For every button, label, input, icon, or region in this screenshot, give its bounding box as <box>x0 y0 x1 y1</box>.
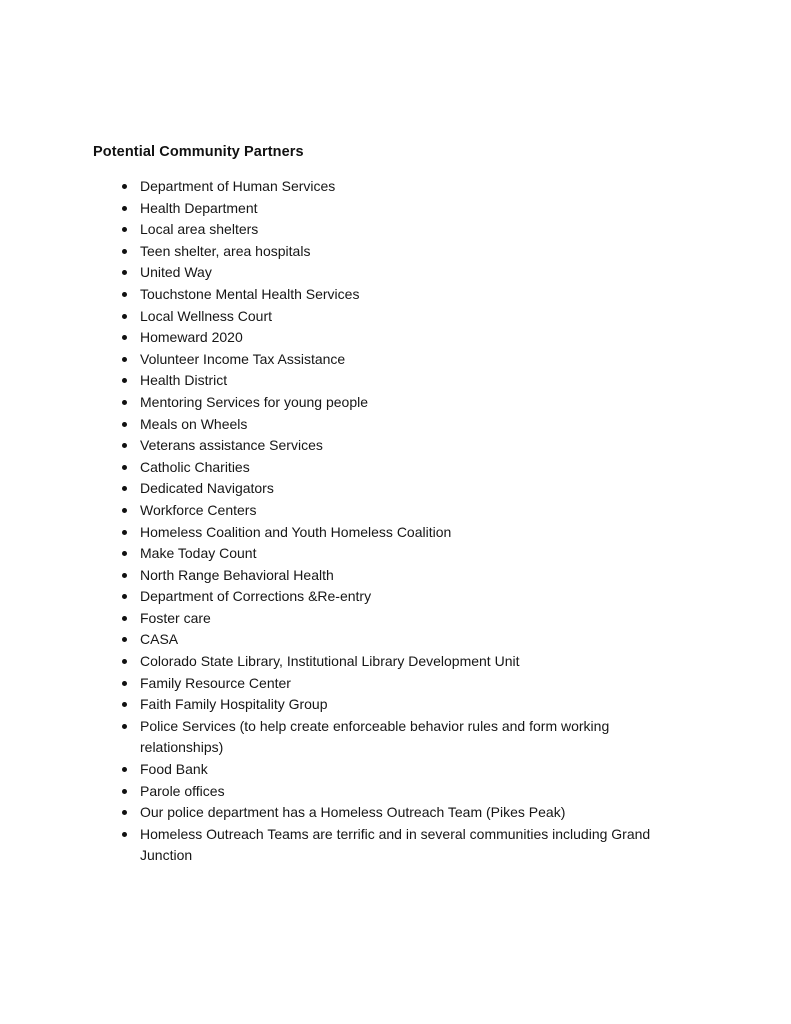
bullet-icon <box>121 219 140 241</box>
list-item-text: United Way <box>140 264 212 281</box>
list-item <box>121 327 677 349</box>
bullet-icon <box>121 802 140 824</box>
bullet-icon <box>121 414 140 436</box>
list-item-text: Workforce Centers <box>140 501 257 518</box>
list-item-text: Police Services (to help create enforceable behavior rules and form working relationships) <box>140 717 610 756</box>
bullet-icon <box>121 370 140 392</box>
list-item <box>121 435 677 457</box>
bullet-icon <box>121 522 140 544</box>
bullet-icon <box>121 500 140 522</box>
list-item-text: North Range Behavioral Health <box>140 566 334 583</box>
list-item <box>121 781 677 803</box>
list-item <box>121 262 677 284</box>
list-item <box>121 716 677 759</box>
list-item <box>121 284 677 306</box>
list-item-text: Parole offices <box>140 782 225 799</box>
list-item-text: Department of Human Services <box>140 178 336 194</box>
list-item <box>121 608 677 630</box>
list-item <box>121 500 677 522</box>
list-item-text: Faith Family Hospitality Group <box>140 696 328 713</box>
bullet-icon <box>121 198 140 220</box>
list-item <box>121 565 677 587</box>
bullet-icon <box>121 327 140 349</box>
list-item-text: Colorado State Library, Institutional Library Development Unit <box>140 653 520 670</box>
list-item-text: Catholic Charities <box>140 458 250 475</box>
list-item-text: Family Resource Center <box>140 674 291 691</box>
list-item-text: Meals on Wheels <box>140 415 248 432</box>
list-item-text: Homeless Outreach Teams are terrific and in several communities including Grand Junction <box>140 825 651 864</box>
list-item <box>121 392 677 414</box>
bullet-icon <box>121 673 140 695</box>
bullet-icon <box>121 759 140 781</box>
partner-list <box>121 176 677 867</box>
list-item <box>121 176 677 198</box>
list-item <box>121 198 677 220</box>
list-item-text: CASA <box>140 631 179 648</box>
list-item <box>121 694 677 716</box>
list-item-text: Touchstone Mental Health Services <box>140 285 360 302</box>
list-item <box>121 306 677 328</box>
bullet-icon <box>121 629 140 651</box>
list-item <box>121 414 677 436</box>
bullet-icon <box>121 478 140 500</box>
list-item <box>121 629 677 651</box>
list-item <box>121 543 677 565</box>
bullet-icon <box>121 565 140 587</box>
list-item <box>121 478 677 500</box>
list-item-text: Make Today Count <box>140 545 257 562</box>
list-item-text: Homeless Coalition and Youth Homeless Coalition <box>140 523 452 540</box>
bullet-icon <box>121 694 140 716</box>
bullet-icon <box>121 457 140 479</box>
bullet-icon <box>121 781 140 803</box>
bullet-icon <box>121 306 140 328</box>
list-item-text: Department of Corrections &Re-entry <box>140 588 372 605</box>
bullet-icon <box>121 349 140 371</box>
list-item-text: Local Wellness Court <box>140 307 273 324</box>
list-item <box>121 673 677 695</box>
list-item-text: Dedicated Navigators <box>140 480 274 497</box>
list-item <box>121 241 677 263</box>
list-item-text: Foster care <box>140 609 211 626</box>
bullet-icon <box>121 176 140 198</box>
list-item-text: Volunteer Income Tax Assistance <box>140 350 346 367</box>
list-item-text: Homeward 2020 <box>140 329 243 346</box>
list-item-text: Health Department <box>140 199 258 216</box>
bullet-icon <box>121 586 140 608</box>
list-item <box>121 586 677 608</box>
list-item-text: Veterans assistance Services <box>140 437 323 454</box>
page-title: Potential Community Partners <box>93 143 304 160</box>
bullet-icon <box>121 716 140 738</box>
bullet-icon <box>121 651 140 673</box>
bullet-icon <box>121 392 140 414</box>
list-item <box>121 349 677 371</box>
list-item <box>121 651 677 673</box>
list-item <box>121 802 677 824</box>
list-item-text: Teen shelter, area hospitals <box>140 242 311 259</box>
list-item <box>121 824 677 867</box>
bullet-icon <box>121 241 140 263</box>
list-item-text: Food Bank <box>140 761 208 778</box>
list-item <box>121 759 677 781</box>
list-item <box>121 522 677 544</box>
list-item-text: Health District <box>140 372 228 389</box>
bullet-icon <box>121 284 140 306</box>
bullet-icon <box>121 435 140 457</box>
bullet-icon <box>121 608 140 630</box>
list-item <box>121 370 677 392</box>
list-item <box>121 219 677 241</box>
bullet-icon <box>121 824 140 846</box>
list-item-text: Mentoring Services for young people <box>140 393 369 410</box>
list-item-text: Local area shelters <box>140 221 259 238</box>
list-item <box>121 457 677 479</box>
bullet-icon <box>121 262 140 284</box>
list-item-text: Our police department has a Homeless Outreach Team (Pikes Peak) <box>140 804 566 821</box>
bullet-icon <box>121 543 140 565</box>
